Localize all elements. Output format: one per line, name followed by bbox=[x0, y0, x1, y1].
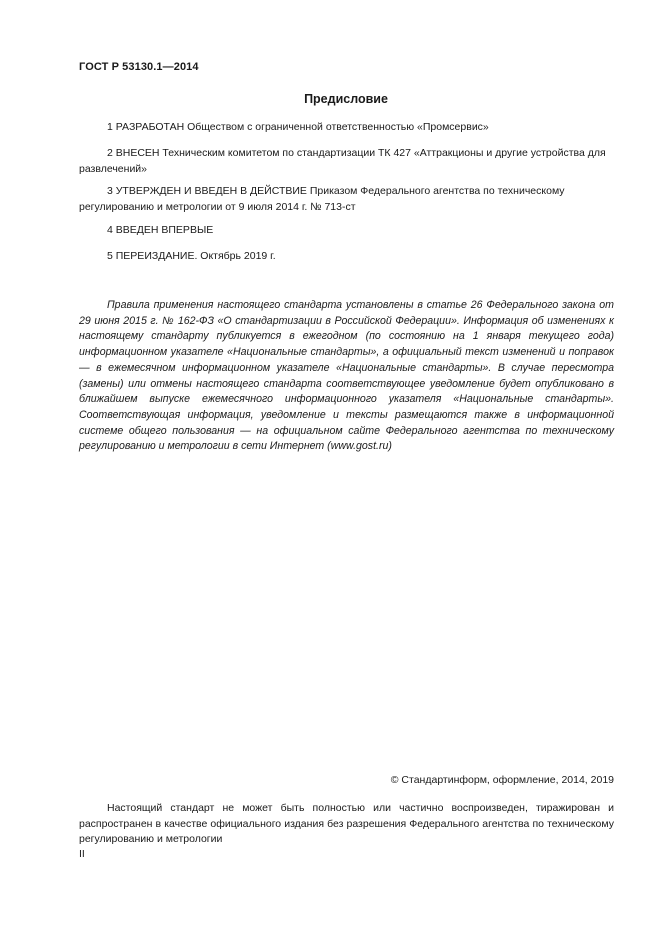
page-title: Предисловие bbox=[304, 92, 388, 106]
preface-item-3: 3 УТВЕРЖДЕН И ВВЕДЕН В ДЕЙСТВИЕ Приказом Федерального агентства по техническому регулированию и метрологии от 9 июля 2014 г. № 713-ст bbox=[79, 185, 565, 213]
preface-item-5: 5 ПЕРЕИЗДАНИЕ. Октябрь 2019 г. bbox=[107, 250, 276, 262]
page-number: II bbox=[79, 848, 85, 860]
preface-item-4: 4 ВВЕДЕН ВПЕРВЫЕ bbox=[107, 224, 214, 236]
preface-item-2: 2 ВНЕСЕН Техническим комитетом по стандартизации ТК 427 «Аттракционы и другие устройства для развлечений» bbox=[79, 147, 606, 175]
preface-item-1: 1 РАЗРАБОТАН Обществом с ограниченной ответственностью «Промсервис» bbox=[107, 121, 489, 133]
standard-application-notice: Правила применения настоящего стандарта установлены в статье 26 Федерального закона от 29 июня 2015 г. № 162-ФЗ «О стандартизации в Российской Федерации». Информация об изменениях к настоящему стандарту публикуется в ежегодном (по состоянию на 1 января текущего года) информационном указателе «Национальные стандарты», а официальный текст изменений и поправок — в ежемесячном информационном указателе «Национальные стандарты». В случае пересмотра (замены) или отмены настоящего стандарта соответствующее уведомление будет опубликовано в ближайшем выпуске ежемесячного информационного указателя «Национальные стандарты». Соответствующая информация, уведомление и тексты размещаются также в информационной системе общего пользования — на официальном сайте Федерального агентства по техническому регулированию и метрологии в сети Интернет (www.gost.ru) bbox=[79, 299, 614, 453]
copyright-line: © Стандартинформ, оформление, 2014, 2019 bbox=[390, 774, 614, 786]
document-code: ГОСТ Р 53130.1—2014 bbox=[79, 61, 199, 73]
reproduction-restriction-notice: Настоящий стандарт не может быть полностью или частично воспроизведен, тиражирован и распространен в качестве официального издания без разрешения Федерального агентства по техническому регулированию и метрологии bbox=[79, 802, 614, 846]
